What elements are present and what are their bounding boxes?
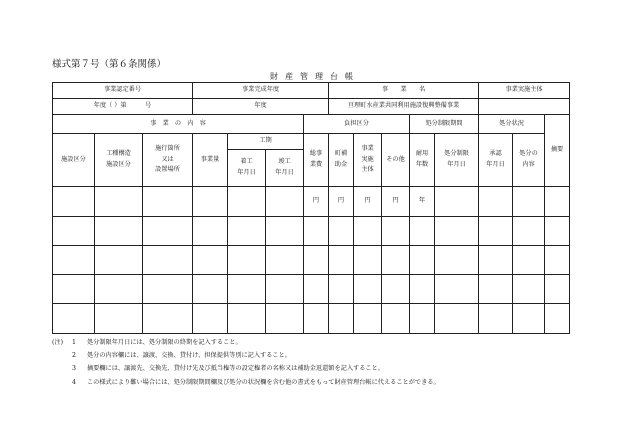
ledger-cell [266, 187, 304, 217]
notes-prefix: (注) [52, 339, 64, 346]
ledger-cell [382, 217, 410, 246]
ledger-cell [228, 246, 266, 275]
ledger-cell [53, 217, 95, 246]
ledger-cell [193, 275, 228, 304]
ledger-cell [266, 275, 304, 304]
ledger-cell [143, 246, 193, 275]
work-structure-line: 施設区分 [106, 161, 131, 168]
completion-year-value: 年度 [193, 99, 329, 115]
notes-section [52, 336, 592, 389]
ledger-cell [513, 304, 545, 334]
town-subsidy-header [329, 134, 354, 187]
start-date-line: 着工 [240, 158, 253, 166]
implementer-header: 事業実施主体 [479, 83, 570, 99]
ledger-cell [193, 217, 228, 246]
ledger-cell [354, 246, 382, 275]
ledger-cell [545, 304, 570, 334]
limit-date-line: 処分制限 [444, 150, 469, 158]
useful-life-line: 耐用 [415, 150, 429, 158]
ledger-cell [513, 275, 545, 304]
ledger-cell [95, 246, 143, 275]
ledger-cell [329, 304, 354, 334]
ledger-cell [53, 275, 95, 304]
property-ledger-table [52, 82, 570, 334]
implementer-share-line: 事業 [361, 144, 374, 152]
ledger-cell [304, 304, 329, 334]
other-header: その他 [382, 134, 410, 187]
disposal-contents-line: 処分の [519, 150, 538, 158]
note-item [52, 376, 592, 389]
implementer-value [479, 99, 570, 115]
burden-group-header: 負担区分 [304, 115, 410, 134]
ledger-cell [479, 217, 513, 246]
ledger-cell [95, 304, 143, 334]
useful-life-line: 年数 [415, 161, 429, 168]
note-item [52, 336, 592, 349]
note-number: 2 [72, 352, 76, 360]
ledger-cell [266, 304, 304, 334]
disposal-period-group-header: 処分制限期間 [410, 115, 479, 134]
ledger-cell [266, 217, 304, 246]
ledger-cell [53, 246, 95, 275]
location-line: 又は [161, 155, 174, 163]
ledger-cell [304, 246, 329, 275]
ledger-cell [95, 187, 143, 217]
ledger-cell [95, 217, 143, 246]
completion-date-line: 年月日 [275, 169, 294, 176]
disposal-contents-line: 内容 [522, 161, 535, 168]
useful-life-header [410, 134, 435, 187]
location-header [143, 134, 193, 187]
ledger-cell [382, 304, 410, 334]
ledger-cell [193, 304, 228, 334]
ledger-cell [266, 246, 304, 275]
note-text: 処分の内容欄には、譲渡、交換、貸付け、担保提供等別に記入すること。 [87, 352, 291, 360]
project-name-header: 事 業 名 [329, 83, 479, 99]
ledger-cell [228, 217, 266, 246]
facility-type-header: 施設区分 [53, 134, 95, 187]
completion-year-header: 事業完成年度 [193, 83, 329, 99]
note-number: 1 [72, 339, 76, 346]
ledger-cell [354, 304, 382, 334]
ledger-cell [479, 304, 513, 334]
location-line: 設置場所 [155, 166, 180, 174]
approval-date-line: 承認 [489, 150, 502, 158]
note-text: 処分制限年月日には、処分制限の終期を記入すること。 [87, 339, 242, 346]
note-text: 摘要欄には、譲渡先、交換先、貸付け先及び抵当権等の設定権者の名称又は補助金返還額を記入すること。 [87, 365, 384, 373]
ledger-cell [95, 275, 143, 304]
ledger-cell [354, 217, 382, 246]
ledger-cell [410, 246, 435, 275]
table-row [53, 304, 570, 334]
ledger-cell [53, 187, 95, 217]
total-cost-unit: 円 [304, 187, 329, 217]
schedule-header: 工期 [228, 134, 304, 150]
ledger-cell [435, 187, 479, 217]
ledger-cell [479, 187, 513, 217]
contents-group-header: 事 業 の 内 容 [53, 115, 304, 134]
total-cost-line: 総事 [309, 150, 323, 158]
ledger-cell [479, 275, 513, 304]
ledger-cell [228, 275, 266, 304]
ledger-cell [382, 246, 410, 275]
ledger-cell [435, 246, 479, 275]
ledger-cell [329, 217, 354, 246]
completion-date-header [266, 150, 304, 187]
note-item [52, 349, 592, 362]
note-number: 4 [72, 378, 76, 386]
ledger-cell [143, 275, 193, 304]
ledger-cell [354, 275, 382, 304]
start-date-header [228, 150, 266, 187]
ledger-cell [410, 275, 435, 304]
project-name-value: 亘理町水産業共同利用施設復興整備事業 [329, 99, 479, 115]
town-subsidy-unit: 円 [329, 187, 354, 217]
ledger-cell [329, 246, 354, 275]
quantity-header: 事業量 [193, 134, 228, 187]
town-subsidy-line: 町補 [334, 150, 348, 158]
ledger-cell [193, 246, 228, 275]
location-line: 施行箇所 [155, 144, 180, 152]
start-date-line: 年月日 [237, 169, 256, 176]
table-row [53, 246, 570, 275]
ledger-cell [435, 275, 479, 304]
ledger-cell [410, 217, 435, 246]
implementer-share-line: 主体 [361, 166, 374, 174]
note-number: 3 [72, 365, 76, 373]
implementer-share-header [354, 134, 382, 187]
ledger-cell [545, 246, 570, 275]
ledger-cell [545, 217, 570, 246]
ledger-cell [329, 275, 354, 304]
limit-date-header [435, 134, 479, 187]
ledger-cell [304, 275, 329, 304]
ledger-cell [193, 187, 228, 217]
cert-number-value: 年度（ ）第 号 [53, 99, 193, 115]
table-row [53, 217, 570, 246]
work-structure-header [95, 134, 143, 187]
implementer-share-unit: 円 [354, 187, 382, 217]
limit-date-line: 年月日 [447, 161, 466, 168]
implementer-share-line: 実施 [361, 155, 374, 163]
form-title: 様式第７号（第６条関係） [52, 59, 167, 70]
ledger-cell [53, 304, 95, 334]
town-subsidy-line: 助金 [334, 161, 348, 168]
work-structure-line: 工種構造 [106, 150, 131, 158]
approval-date-line: 年月日 [486, 161, 505, 168]
ledger-title: 財産管理台帳 [270, 72, 360, 81]
ledger-cell [513, 187, 545, 217]
remarks-header: 摘要 [545, 115, 570, 187]
note-text: この様式により難い場合には、処分制限期間欄及び処分の状況欄を含む他の書式をもって財産管理台帳に代えることができる。 [87, 378, 440, 386]
ledger-cell [435, 217, 479, 246]
useful-life-unit: 年 [410, 187, 435, 217]
ledger-cell [143, 217, 193, 246]
completion-date-line: 竣工 [278, 158, 291, 166]
ledger-cell [410, 304, 435, 334]
ledger-cell [545, 187, 570, 217]
total-cost-header [304, 134, 329, 187]
disposal-contents-header [513, 134, 545, 187]
ledger-cell [513, 246, 545, 275]
other-unit: 円 [382, 187, 410, 217]
ledger-cell [435, 304, 479, 334]
ledger-cell [545, 275, 570, 304]
ledger-cell [479, 246, 513, 275]
ledger-cell [304, 217, 329, 246]
ledger-cell [228, 304, 266, 334]
ledger-cell [143, 187, 193, 217]
ledger-cell [228, 187, 266, 217]
approval-date-header [479, 134, 513, 187]
note-item [52, 362, 592, 375]
total-cost-line: 業費 [309, 161, 323, 168]
cert-number-header: 事業認定番号 [53, 83, 193, 99]
table-row [53, 275, 570, 304]
disposal-status-group-header: 処分状況 [479, 115, 545, 134]
ledger-cell [513, 217, 545, 246]
ledger-cell [382, 275, 410, 304]
ledger-cell [143, 304, 193, 334]
